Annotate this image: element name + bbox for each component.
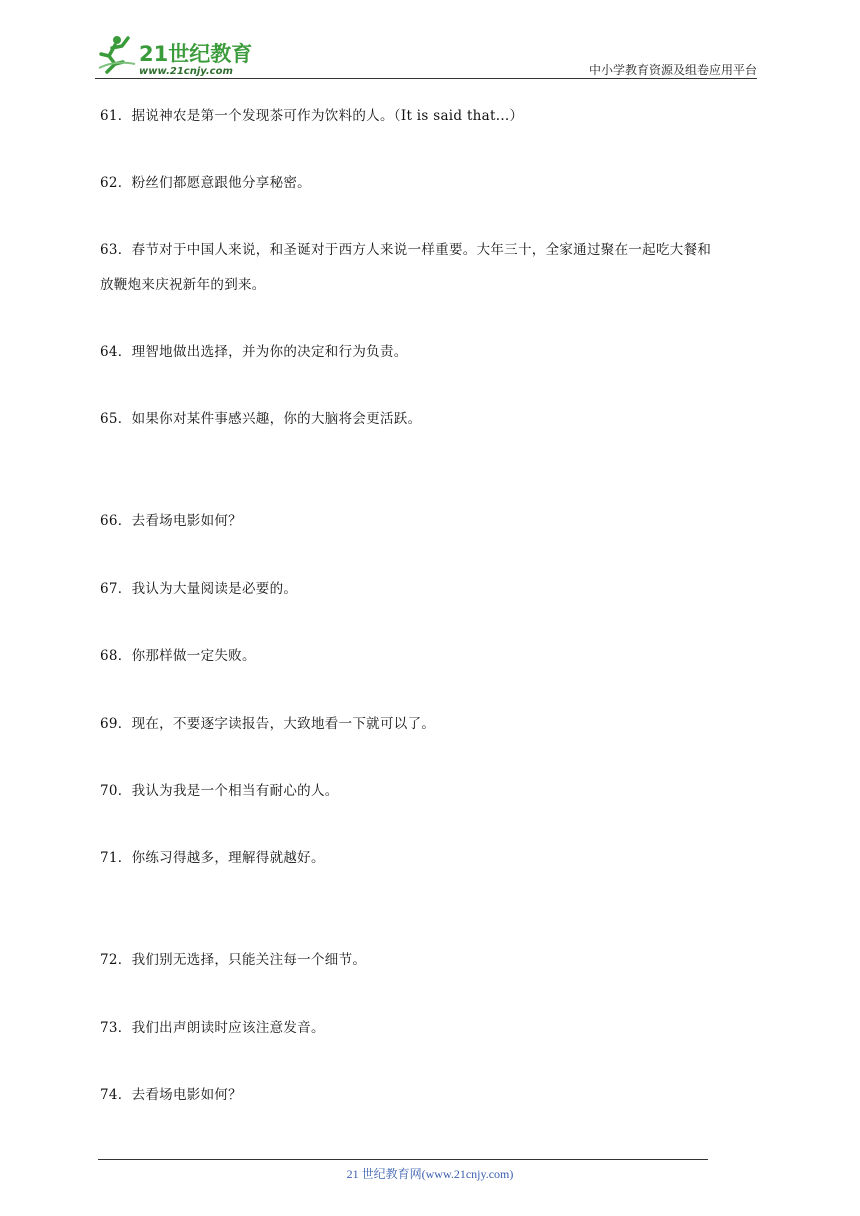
svg-text:www.21cnjy.com: www.21cnjy.com <box>139 66 233 77</box>
question-64: 64．理智地做出选择，并为你的决定和行为负责。 <box>100 344 408 360</box>
question-62: 62．粉丝们都愿意跟他分享秘密。 <box>100 175 311 191</box>
question-65: 65．如果你对某件事感兴趣，你的大脑将会更活跃。 <box>100 411 422 427</box>
question-66: 66．去看场电影如何？ <box>100 513 242 529</box>
question-74: 74．去看场电影如何？ <box>100 1087 242 1103</box>
footer-divider <box>98 1159 708 1160</box>
question-61: 61．据说神农是第一个发现茶可作为饮料的人。（It is said that...） <box>100 108 524 124</box>
question-71: 71．你练习得越多，理解得就越好。 <box>100 850 325 866</box>
footer-link[interactable]: 21 世纪教育网(www.21cnjy.com) <box>346 1167 514 1181</box>
header-divider <box>95 78 757 79</box>
question-68: 68．你那样做一定失败。 <box>100 648 256 664</box>
runner-logo-icon <box>95 34 265 78</box>
question-63: 63．春节对于中国人来说，和圣诞对于西方人来说一样重要。大年三十，全家通过聚在一起吃大餐和 放鞭炮来庆祝新年的到来。 <box>100 242 712 293</box>
question-70: 70．我认为我是一个相当有耐心的人。 <box>100 783 339 799</box>
page-header <box>95 34 757 80</box>
question-73: 73．我们出声朗读时应该注意发音。 <box>100 1020 325 1036</box>
logo <box>95 34 265 78</box>
question-72: 72．我们别无选择，只能关注每一个细节。 <box>100 952 367 968</box>
platform-title: 中小学教育资源及组卷应用平台 <box>588 63 757 77</box>
question-69: 69．现在，不要逐字读报告，大致地看一下就可以了。 <box>100 716 436 732</box>
question-67: 67．我认为大量阅读是必要的。 <box>100 581 298 597</box>
svg-text:21世纪教育: 21世纪教育 <box>139 42 253 66</box>
